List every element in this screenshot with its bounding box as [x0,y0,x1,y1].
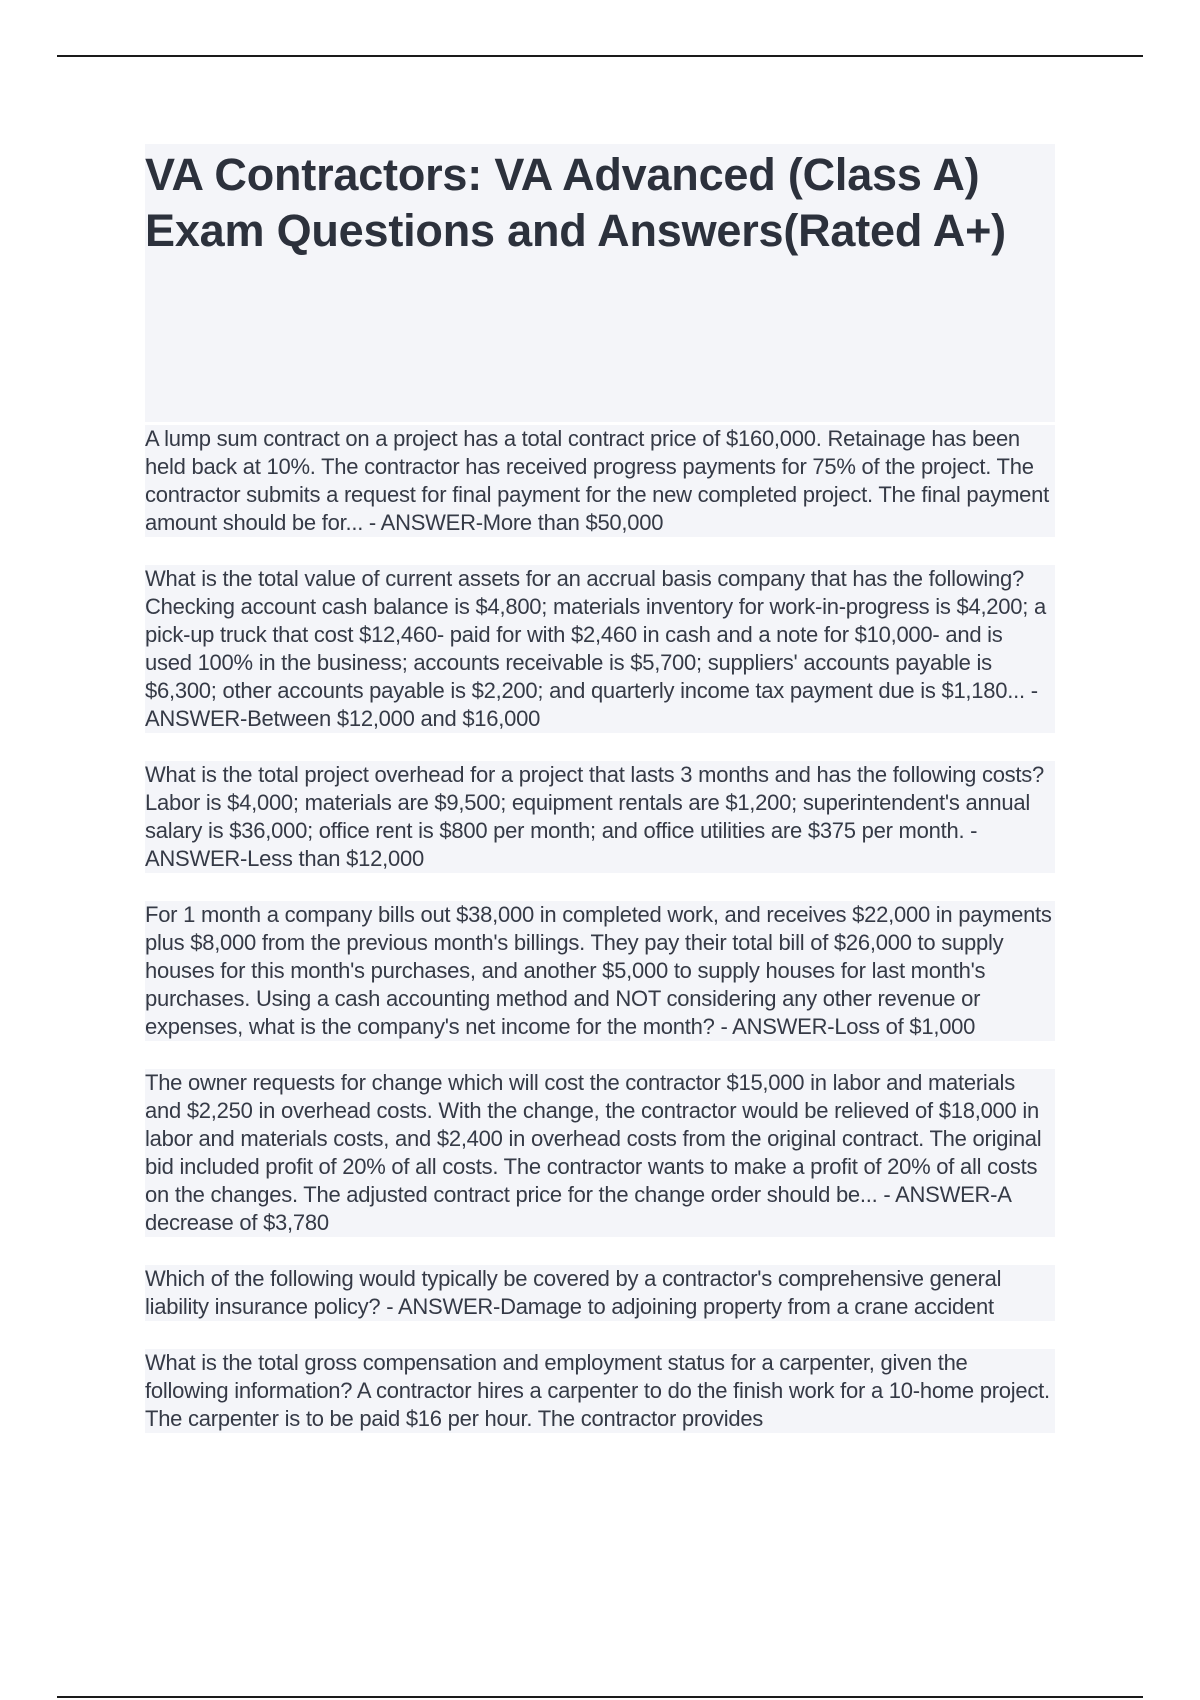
qa-item: For 1 month a company bills out $38,000 in completed work, and receives $22,000 in payments plus $8,000 from the previous month's billings. They pay their total bill of $26,000 to supply houses for this month's purchases, and another $5,000 to supply houses for last month's purchases. Using a cash accounting method and NOT considering any other revenue or expenses, what is the company's net income for the month? - ANSWER-Loss of $1,000 [145,901,1055,1041]
qa-list [145,425,1055,1433]
qa-item: What is the total gross compensation and employment status for a carpenter, given the following information? A contractor hires a carpenter to do the finish work for a 10-home project. The carpenter is to be paid $16 per hour. The contractor provides [145,1349,1055,1433]
bottom-rule [57,1696,1143,1698]
qa-item: What is the total project overhead for a project that lasts 3 months and has the following costs? Labor is $4,000; materials are $9,500; equipment rentals are $1,200; superintendent's annual salary is $36,000; office rent is $800 per month; and office utilities are $375 per month. - ANSWER-Less than $12,000 [145,761,1055,873]
qa-item: The owner requests for change which will cost the contractor $15,000 in labor and materials and $2,250 in overhead costs. With the change, the contractor would be relieved of $18,000 in labor and materials costs, and $2,400 in overhead costs from the original contract. The original bid included profit of 20% of all costs. The contractor wants to make a profit of 20% of all costs on the changes. The adjusted contract price for the change order should be... - ANSWER-A decrease of $3,780 [145,1069,1055,1237]
page-content [145,144,1055,1461]
qa-item: A lump sum contract on a project has a total contract price of $160,000. Retainage has been held back at 10%. The contractor has received progress payments for 75% of the project. The contractor submits a request for final payment for the new completed project. The final payment amount should be for... - ANSWER-More than $50,000 [145,425,1055,537]
qa-item: Which of the following would typically be covered by a contractor's comprehensive general liability insurance policy? - ANSWER-Damage to adjoining property from a crane accident [145,1265,1055,1321]
top-rule [57,55,1143,57]
title-block [145,144,1055,422]
document-title: VA Contractors: VA Advanced (Class A) Exam Questions and Answers(Rated A+) [145,149,1006,256]
qa-item: What is the total value of current assets for an accrual basis company that has the following? Checking account cash balance is $4,800; materials inventory for work-in-progress is $4,200; a pick-up truck that cost $12,460- paid for with $2,460 in cash and a note for $10,000- and is used 100% in the business; accounts receivable is $5,700; suppliers' accounts payable is $6,300; other accounts payable is $2,200; and quarterly income tax payment due is $1,180... - ANSWER-Between $12,000 and $16,000 [145,565,1055,733]
